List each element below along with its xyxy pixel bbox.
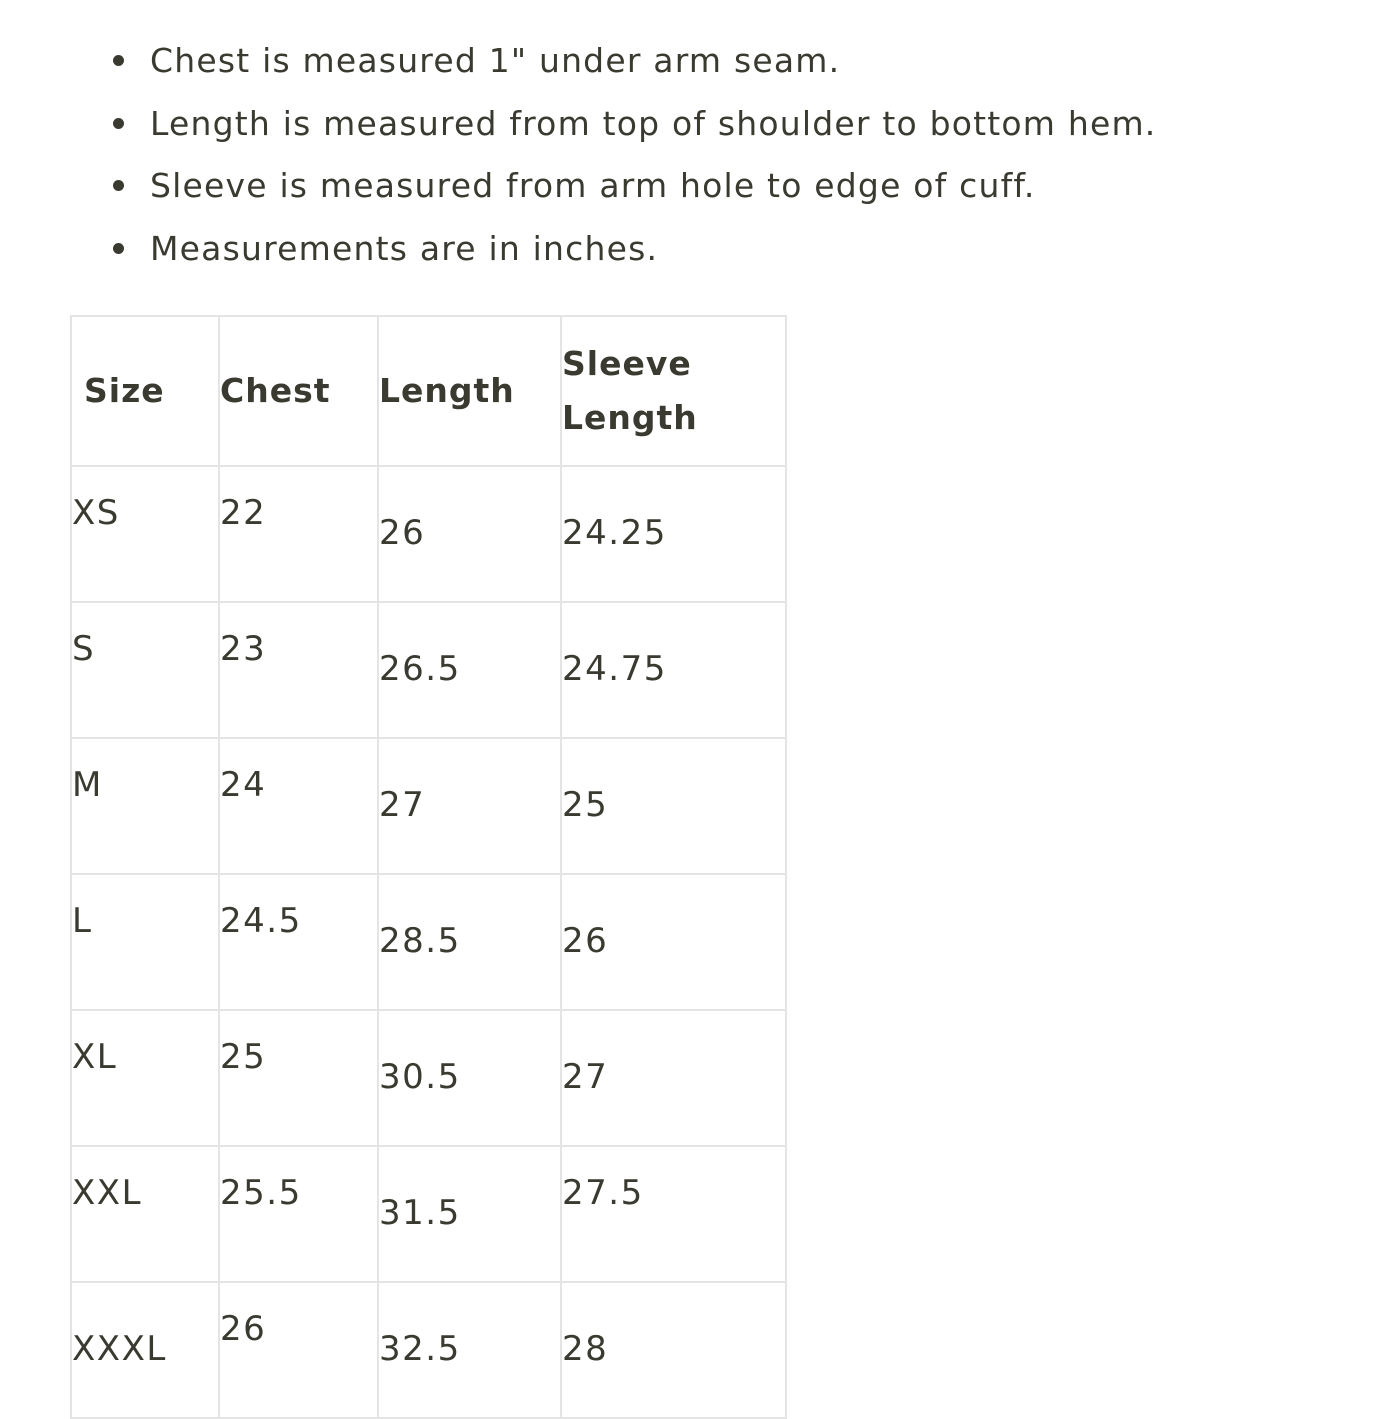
table-row <box>71 738 786 874</box>
bullet-icon <box>113 243 124 254</box>
cell-size: XXL <box>71 1146 219 1282</box>
cell-size: M <box>71 738 219 874</box>
cell-size: XXXL <box>71 1282 219 1418</box>
cell-length: 26.5 <box>378 602 561 738</box>
cell-length: 26 <box>378 466 561 602</box>
measurement-notes-list <box>106 30 1156 280</box>
bullet-icon <box>113 55 124 66</box>
cell-sleeve: 24.75 <box>561 602 786 738</box>
bullet-icon <box>113 118 124 129</box>
header-size: Size <box>71 316 219 466</box>
measurement-note <box>106 155 1156 218</box>
measurement-note <box>106 93 1156 156</box>
cell-sleeve: 28 <box>561 1282 786 1418</box>
table-row <box>71 602 786 738</box>
cell-length: 27 <box>378 738 561 874</box>
note-text: Measurements are in inches. <box>150 228 659 268</box>
table-row <box>71 466 786 602</box>
cell-chest: 26 <box>219 1282 378 1418</box>
cell-length: 32.5 <box>378 1282 561 1418</box>
note-text: Chest is measured 1" under arm seam. <box>150 41 841 80</box>
cell-sleeve: 24.25 <box>561 466 786 602</box>
header-length: Length <box>378 316 561 466</box>
cell-size: S <box>71 602 219 738</box>
table-row <box>71 1010 786 1146</box>
cell-sleeve: 26 <box>561 874 786 1010</box>
cell-length: 31.5 <box>378 1146 561 1282</box>
cell-length: 30.5 <box>378 1010 561 1146</box>
cell-size: L <box>71 874 219 1010</box>
header-sleeve-length: Sleeve Length <box>561 316 786 466</box>
note-text: Length is measured from top of shoulder to bottom hem. <box>150 103 1157 143</box>
cell-chest: 22 <box>219 466 378 602</box>
cell-chest: 25.5 <box>219 1146 378 1282</box>
table-row <box>71 874 786 1010</box>
cell-chest: 24.5 <box>219 874 378 1010</box>
note-text: Sleeve is measured from arm hole to edge of cuff. <box>150 166 1036 205</box>
table-row <box>71 1146 786 1282</box>
cell-sleeve: 27 <box>561 1010 786 1146</box>
measurement-note <box>106 30 1156 93</box>
cell-chest: 24 <box>219 738 378 874</box>
cell-sleeve: 25 <box>561 738 786 874</box>
cell-sleeve: 27.5 <box>561 1146 786 1282</box>
size-chart-table <box>70 315 787 1419</box>
cell-size: XL <box>71 1010 219 1146</box>
bullet-icon <box>113 180 124 191</box>
header-chest: Chest <box>219 316 378 466</box>
table-header-row <box>71 316 786 466</box>
cell-chest: 23 <box>219 602 378 738</box>
cell-size: XS <box>71 466 219 602</box>
cell-length: 28.5 <box>378 874 561 1010</box>
table-row <box>71 1282 786 1418</box>
cell-chest: 25 <box>219 1010 378 1146</box>
measurement-note <box>106 218 1156 281</box>
